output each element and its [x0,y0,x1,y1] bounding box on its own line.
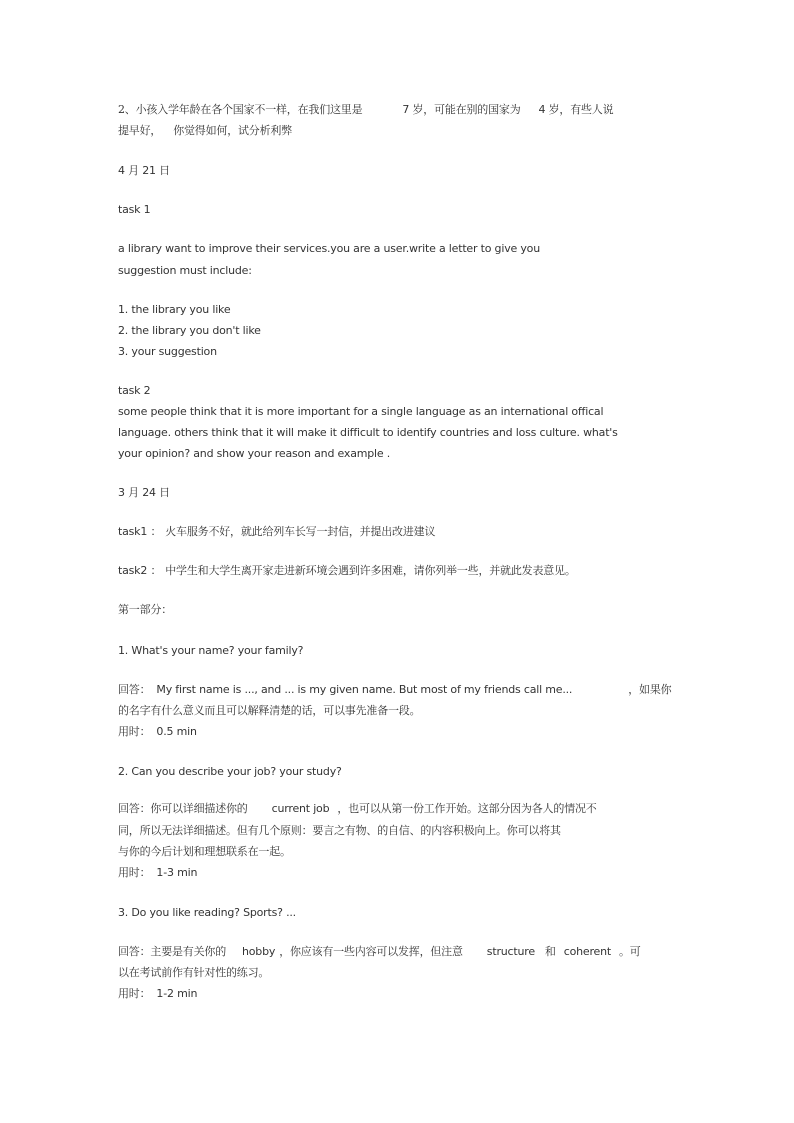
part1-heading: 第一部分： [118,603,172,616]
q2-line-1-part-b: 7 岁，可能在别的国家为 [402,103,521,116]
qa-3-time [118,987,197,1001]
march-task1 [118,525,435,539]
qa-1-answer-label: 回答： [118,683,151,696]
qa-2-time-label: 用时： [118,866,151,879]
qa-2-answer-line-1-part-c: ，也可以从第一份工作开始。这部分因为各人的情况不 [337,802,597,815]
march-task2 [118,564,576,578]
march-task1-text: 火车服务不好，就此给列车长写一封信，并提出改进建议 [165,525,436,538]
q2-line-1 [118,103,613,117]
qa-2-answer-line-1-part-a: 回答：你可以详细描述你的 [118,802,248,815]
q2-line-1-part-c: 4 岁，有些人说 [538,103,614,116]
april-task2-line-3: your opinion? and show your reason and example . [118,447,391,460]
qa-2-question: 2. Can you describe your job? your study? [118,765,342,778]
qa-3-answer-line-2: 以在考试前作有针对性的练习。 [118,966,270,979]
march-task2-text: 中学生和大学生离开家走进新环境会遇到许多困难，请你列举一些，并就此发表意见。 [165,564,576,577]
qa-1-time-value: 0.5 min [156,725,197,738]
qa-3-answer-line-1-part-e: 和 [544,945,556,958]
april-task1-heading: task 1 [118,203,151,216]
date-march: 3 月 24 日 [118,486,170,499]
qa-3-answer-line-1-part-g: 。可 [619,945,641,958]
qa-2-answer-line-2: 同，所以无法详细描述。但有几个原则：要言之有物、的自信、的内容积极向上。你可以将其 [118,824,561,837]
qa-3-time-label: 用时： [118,987,151,1000]
list-item: 3. your suggestion [118,345,217,358]
qa-3-question: 3. Do you like reading? Sports? ... [118,906,296,919]
list-item: 2. the library you don't like [118,324,261,337]
april-task2-line-1: some people think that it is more important for a single language as an international offical [118,405,604,418]
qa-3-answer-line-1-part-f: coherent [563,945,611,958]
qa-3-answer-line-1 [118,945,641,959]
qa-2-answer-line-3: 与你的今后计划和理想联系在一起。 [118,845,291,858]
qa-1-question: 1. What's your name? your family? [118,644,304,657]
april-task2-line-2: language. others think that it will make it difficult to identify countries and loss culture. what's [118,426,618,439]
qa-1-time [118,725,197,739]
q2-line-2 [118,124,292,138]
qa-2-answer-line-1 [118,802,597,816]
q2-line-1-part-a: 2、小孩入学年龄在各个国家不一样，在我们这里是 [118,103,363,116]
qa-1-time-label: 用时： [118,725,151,738]
qa-1-answer-line-1-part-b: ，如果你 [628,683,672,696]
qa-3-answer-line-1-part-c: ，你应该有一些内容可以发挥，但注意 [279,945,463,958]
qa-3-answer-line-1-part-b: hobby [242,945,276,958]
march-task2-label: task2 ： [118,564,162,577]
april-task1-prompt-line-2: suggestion must include: [118,264,252,277]
april-task2-heading: task 2 [118,384,151,397]
q2-line-2-part-a: 提早好， [118,124,162,137]
date-april: 4 月 21 日 [118,164,170,177]
qa-2-answer-line-1-part-b: current job [271,802,330,815]
list-item: 1. the library you like [118,303,231,316]
april-task1-prompt-line-1: a library want to improve their services.you are a user.write a letter to give you [118,242,540,255]
qa-3-time-value: 1-2 min [156,987,198,1000]
qa-1-answer-line-1-part-a: My first name is ..., and ... is my given name. But most of my friends call me... [156,683,573,696]
qa-1-answer-line-1 [118,683,671,697]
qa-3-answer-line-1-part-d: structure [486,945,535,958]
qa-2-time [118,866,197,880]
q2-line-2-part-b: 你觉得如何，试分析利弊 [173,124,293,137]
qa-3-answer-line-1-part-a: 回答：主要是有关你的 [118,945,226,958]
qa-1-answer-line-2: 的名字有什么意义而且可以解释清楚的话，可以事先准备一段。 [118,704,421,717]
qa-2-time-value: 1-3 min [156,866,198,879]
march-task1-label: task1 ： [118,525,162,538]
